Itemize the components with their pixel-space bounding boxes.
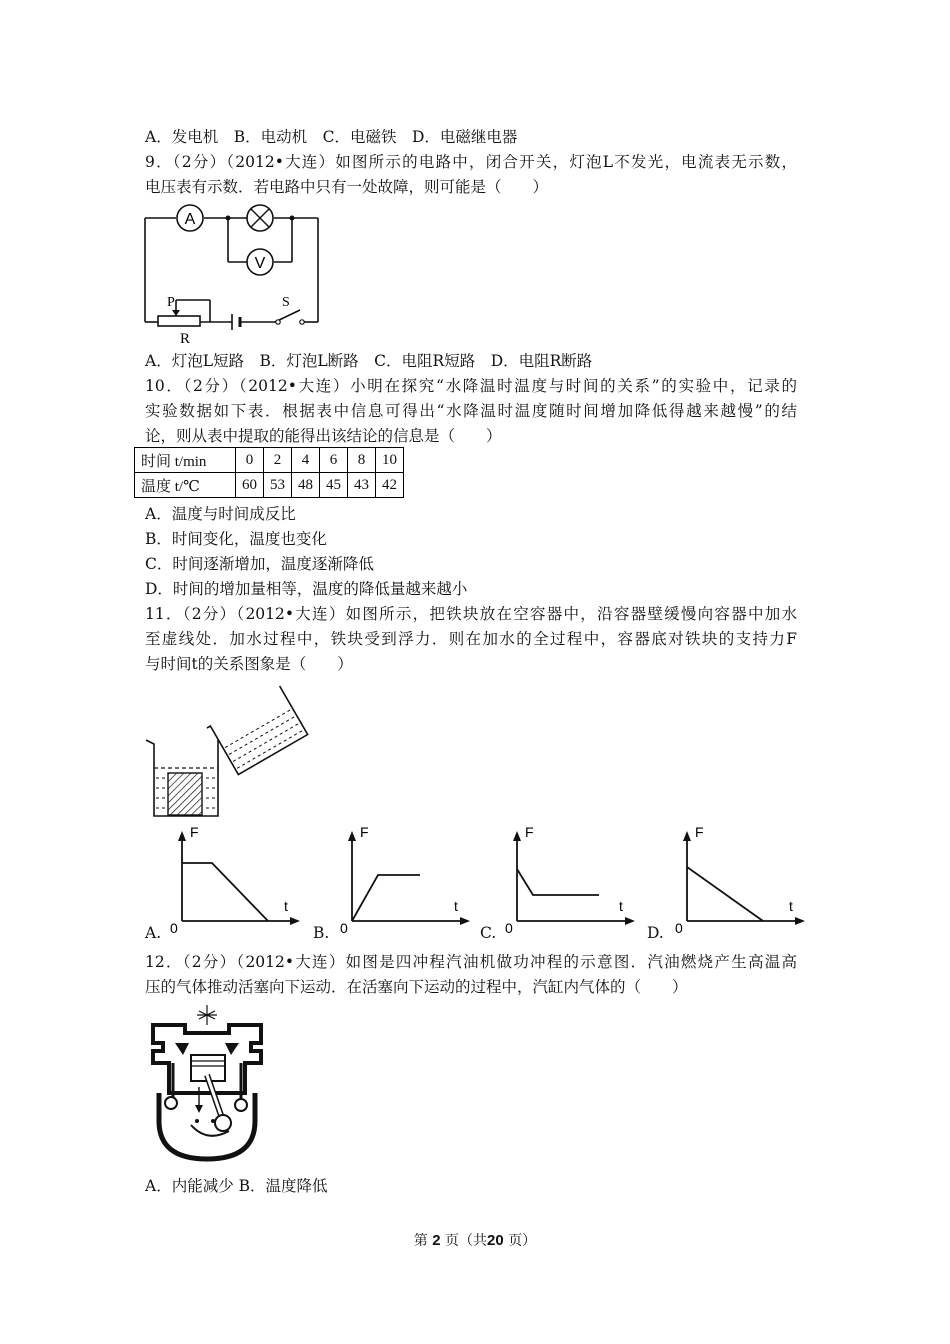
voltmeter-icon [247,249,273,275]
resistor-label: R [180,331,191,347]
y-axis-label: F [190,824,199,840]
q10-option-d: D．时间的增加量相等，温度的降低量越来越小 [145,580,468,598]
table-cell: 2 [264,448,292,473]
q9-options: A．灯泡L短路 B．灯泡L断路 C．电阻R短路 D．电阻R断路 [145,352,593,370]
x-axis-label: t [789,898,793,914]
q12-stem-line1: 12．（2分）（2012•大连）如图是四冲程汽油机做功冲程的示意图．汽油燃烧产生高温高 [145,953,797,971]
circuit-diagram [140,200,330,350]
y-axis-label: F [525,824,534,840]
q12-stem-line2: 压的气体推动活塞向下运动．在活塞向下运动的过程中，汽缸内气体的（ ） [145,978,688,996]
switch-label: S [282,295,290,310]
graph-b [340,825,470,935]
x-axis-label: t [284,898,288,914]
q10-stem-line3: 论，则从表中提取的能得出该结论的信息是（ ） [145,427,502,445]
page-number: 2 [432,1232,441,1249]
data-table [134,447,404,498]
engine-diagram [145,1003,270,1163]
table-cell: 0 [236,448,264,473]
origin-label: 0 [340,920,348,936]
origin-label: 0 [675,920,683,936]
page-footer [0,1230,950,1250]
q10-stem-line1: 10．（2分）（2012•大连）小明在探究“水降温时温度与时间的关系”的实验中，记录的 [145,377,797,395]
choice-b-label: B. [313,924,330,942]
q12-options: A．内能减少 B．温度降低 [145,1177,328,1195]
choice-c-label: C. [480,924,497,942]
footer-middle: 页（共 [445,1233,488,1249]
table-cell: 60 [236,473,264,498]
table-cell: 43 [348,473,376,498]
q11-stem-line2: 至虚线处．加水过程中，铁块受到浮力．则在加水的全过程中，容器底对铁块的支持力F [145,630,797,648]
table-cell: 8 [348,448,376,473]
x-axis-label: t [454,898,458,914]
total-pages: 20 [487,1232,504,1249]
table-cell: 时间 t/min [135,448,236,473]
lamp-icon [247,205,273,231]
q9-stem-line1: 9．（2分）（2012•大连）如图所示的电路中，闭合开关，灯泡L不发光，电流表无示数， [145,153,797,171]
table-cell: 10 [376,448,404,473]
origin-label: 0 [505,920,513,936]
table-cell: 45 [320,473,348,498]
table-cell: 53 [264,473,292,498]
q10-option-b: B．时间变化，温度也变化 [145,530,327,548]
svg-text:A: A [184,211,196,228]
y-axis-label: F [360,824,369,840]
beaker-illustration [140,682,315,822]
slider-label: P [167,295,175,310]
table-cell: 4 [292,448,320,473]
table-cell: 48 [292,473,320,498]
choice-d-label: D. [647,924,664,942]
table-cell: 42 [376,473,404,498]
q10-option-c: C．时间逐渐增加，温度逐渐降低 [145,555,374,573]
q10-stem-line2: 实验数据如下表．根据表中信息可得出“水降温时温度随时间增加降低得越来越慢”的结 [145,402,797,420]
y-axis-label: F [695,824,704,840]
origin-label: 0 [170,920,178,936]
ammeter-icon [177,205,203,231]
footer-suffix: 页） [508,1233,537,1249]
graph-c [505,825,635,935]
choice-a-label: A. [145,924,162,942]
footer-prefix: 第 [413,1233,428,1249]
table-row [135,473,404,498]
graph-a [170,825,300,935]
svg-text:V: V [254,255,266,272]
q11-stem-line3: 与时间t的关系图象是（ ） [145,655,353,673]
x-axis-label: t [619,898,623,914]
q8-options: A．发电机 B．电动机 C．电磁铁 D．电磁继电器 [145,128,518,146]
q10-option-a: A．温度与时间成反比 [145,505,296,523]
table-row [135,448,404,473]
q11-stem-line1: 11．（2分）（2012•大连）如图所示，把铁块放在空容器中，沿容器壁缓慢向容器中加水 [145,605,797,623]
table-cell: 6 [320,448,348,473]
q9-stem-line2: 电压表有示数．若电路中只有一处故障，则可能是（ ） [145,178,549,196]
graph-d [675,825,805,935]
table-cell: 温度 t/℃ [135,473,236,498]
